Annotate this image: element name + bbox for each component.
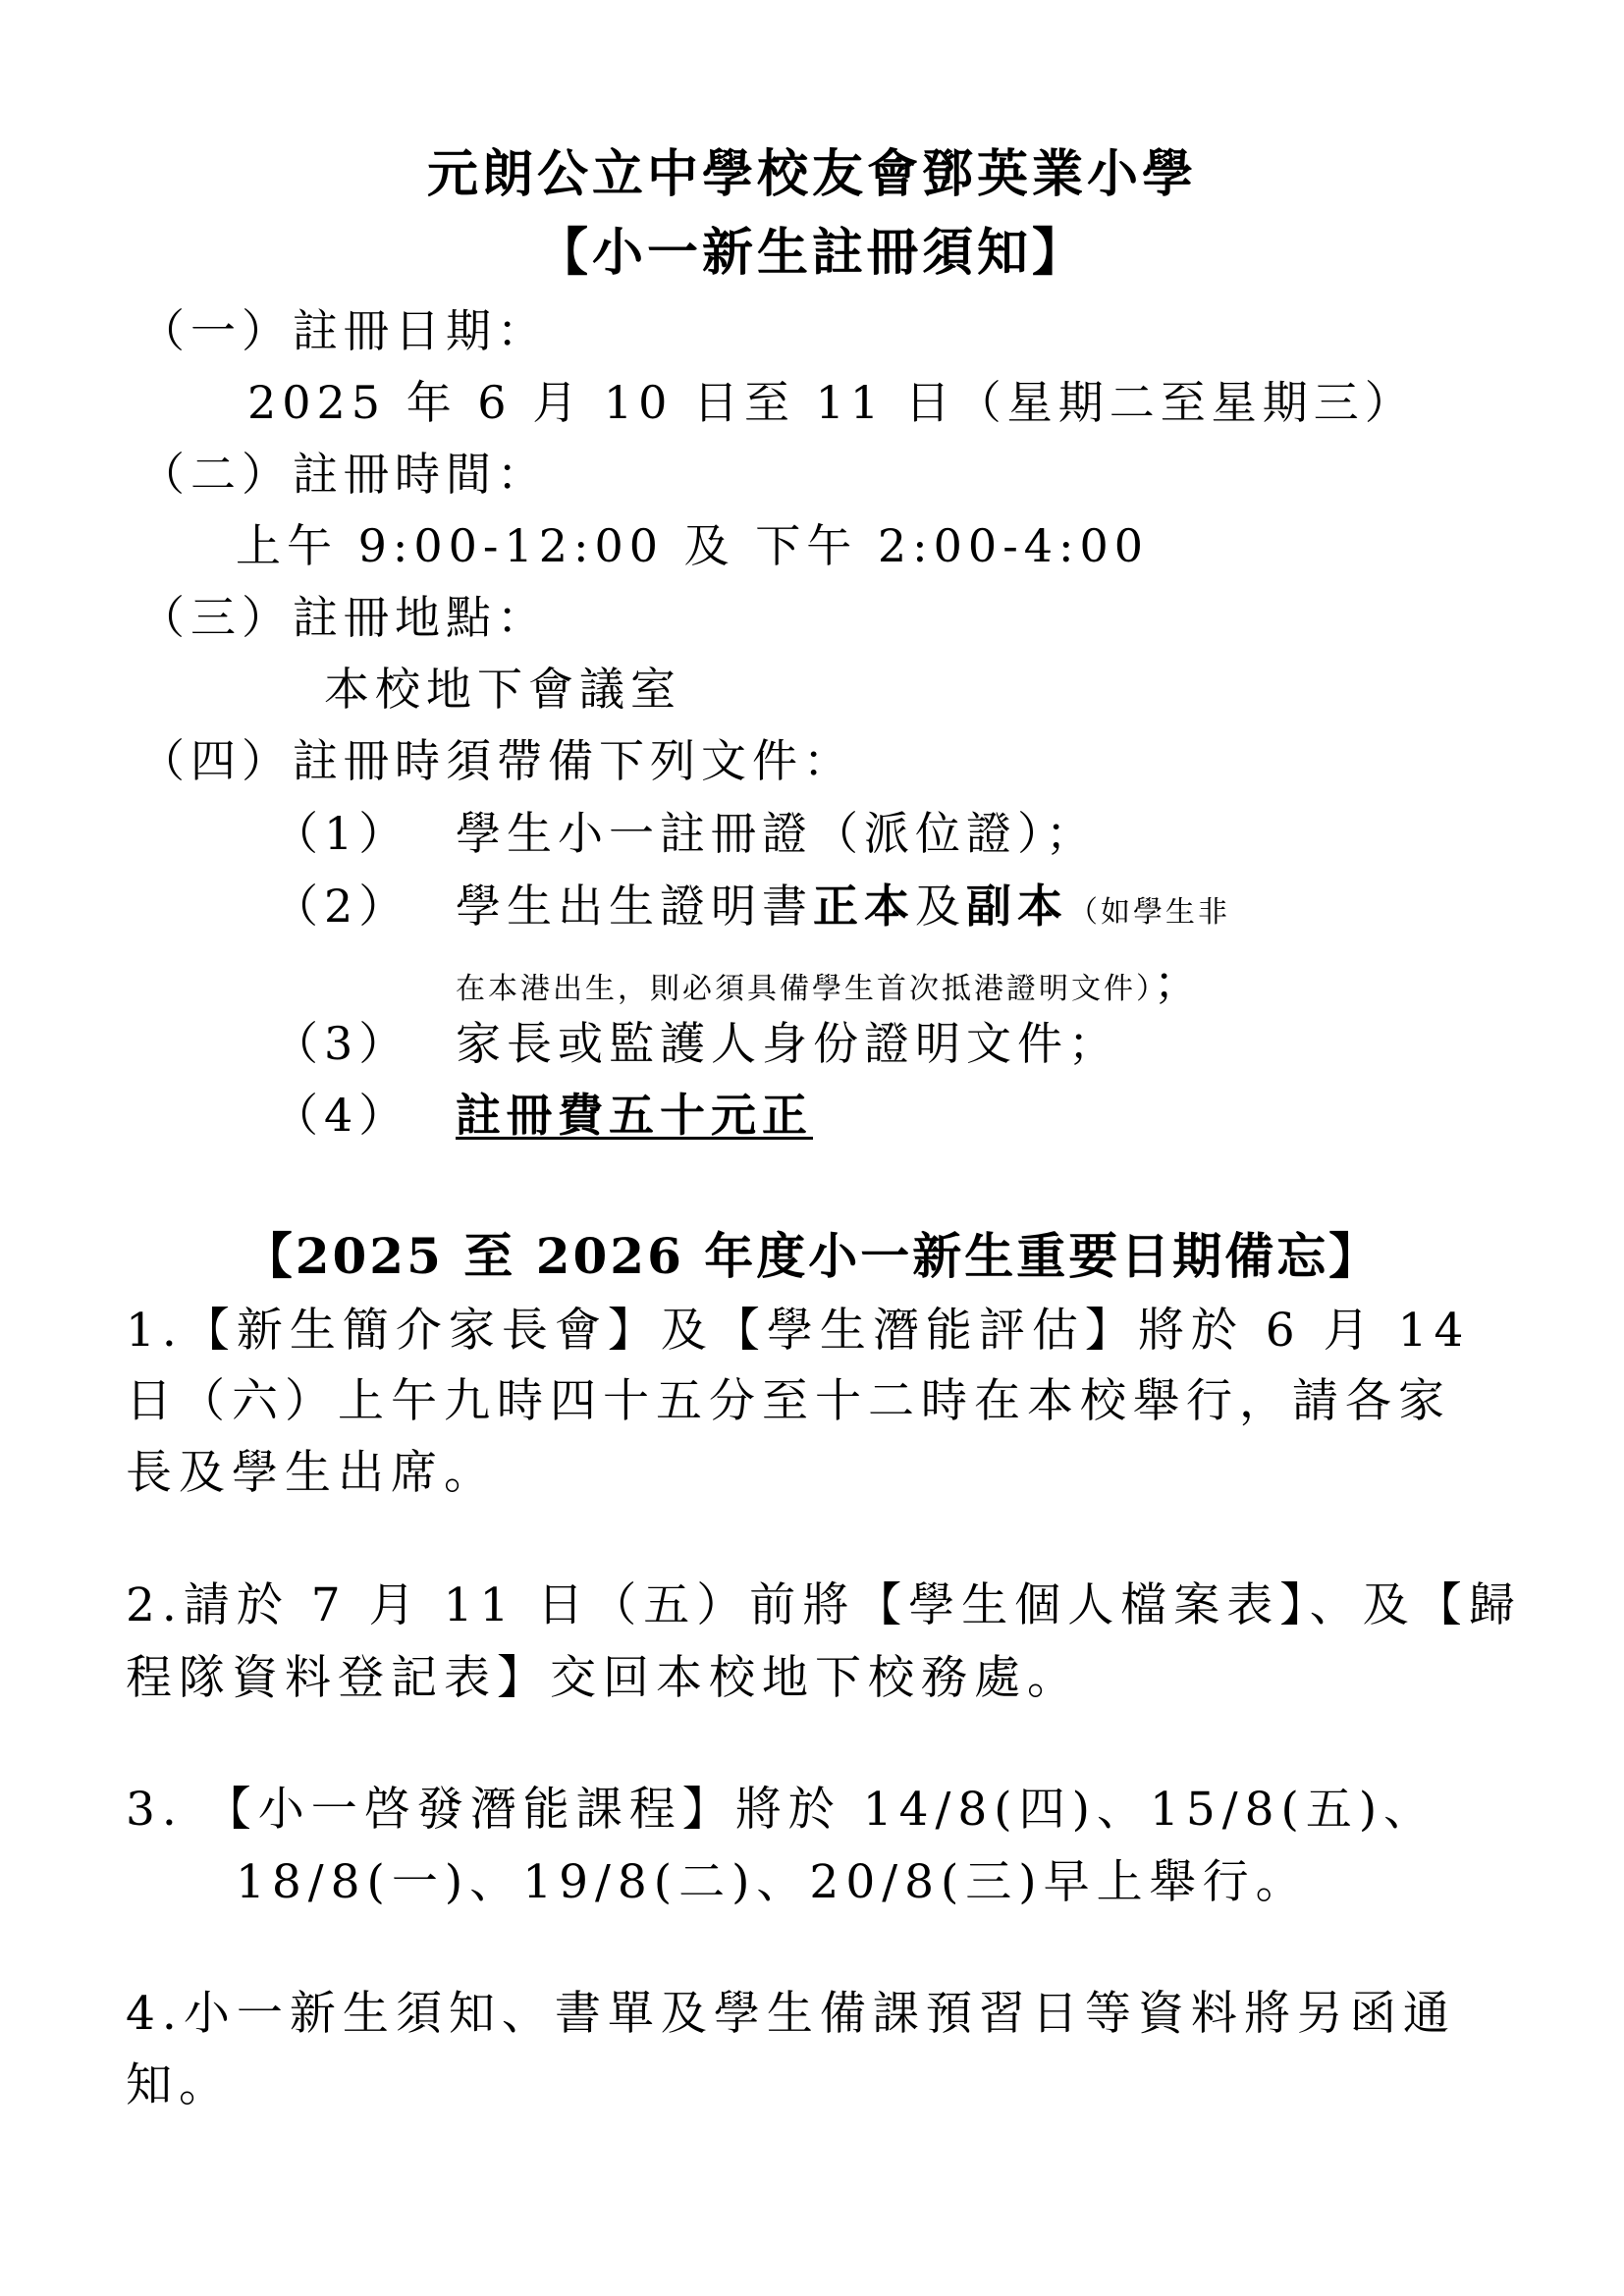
memo-item-1-line-2: 日（六）上午九時四十五分至十二時在本校舉行，請各家	[126, 1374, 1451, 1428]
venue-value: 本校地下會議室	[324, 663, 681, 716]
registration-fee: 註冊費五十元正	[456, 1089, 813, 1142]
doc-2-note-a: （如學生非	[1068, 895, 1230, 930]
date-heading: （一）註冊日期：	[139, 304, 548, 357]
doc-2-note-end: ；	[1154, 956, 1205, 1009]
doc-2-copy-emphasis: 副本	[966, 880, 1068, 933]
doc-4-number: （4）	[273, 1089, 410, 1142]
date-value: 2025 年 6 月 10 日至 11 日（星期二至星期三）	[247, 376, 1416, 429]
time-heading: （二）註冊時間：	[139, 448, 548, 501]
notice-title: 【小一新生註冊須知】	[536, 223, 1087, 283]
memo-item-4-line-2: 知。	[126, 2058, 232, 2112]
doc-2-number: （2）	[273, 880, 410, 933]
documents-heading: （四）註冊時須帶備下列文件：	[139, 734, 854, 787]
doc-1-text: 學生小一註冊證（派位證）；	[456, 807, 1097, 860]
doc-2-note-line	[456, 956, 1205, 1009]
doc-3-number: （3）	[273, 1017, 410, 1070]
doc-2-text	[456, 880, 1230, 933]
memo-item-3-line-2: 18/8(一)、19/8(二)、20/8(三)早上舉行。	[236, 1855, 1309, 1909]
memo-item-1-line-1: 1.【新生簡介家長會】及【學生潛能評估】將於 6 月 14	[126, 1304, 1471, 1358]
doc-2-text-c: 及	[915, 880, 966, 933]
doc-2-note-b: 在本港出生，則必須具備學生首次抵港證明文件）	[456, 972, 1154, 1006]
memo-item-1-line-3: 長及學生出席。	[126, 1446, 497, 1500]
doc-3-text: 家長或監護人身份證明文件；	[456, 1017, 1119, 1070]
memo-item-4-line-1: 4.小一新生須知、書單及學生備課預習日等資料將另函通	[126, 1987, 1456, 2041]
doc-1-number: （1）	[273, 807, 410, 860]
doc-2-original-emphasis: 正本	[813, 880, 915, 933]
memo-item-2-line-2: 程隊資料登記表】交回本校地下校務處。	[126, 1651, 1080, 1705]
memo-title: 【2025 至 2026 年度小一新生重要日期備忘】	[243, 1227, 1381, 1285]
time-value: 上午 9:00-12:00 及 下午 2:00-4:00	[236, 519, 1150, 572]
venue-heading: （三）註冊地點：	[139, 591, 548, 644]
memo-item-2-line-1: 2.請於 7 月 11 日（五）前將【學生個人檔案表】、及【歸	[126, 1578, 1522, 1632]
doc-2-text-a: 學生出生證明書	[456, 880, 813, 933]
memo-item-3-line-1: 3. 【小一啓發潛能課程】將於 14/8(四)、15/8(五)、	[126, 1783, 1437, 1837]
school-name: 元朗公立中學校友會鄧英業小學	[426, 144, 1197, 204]
